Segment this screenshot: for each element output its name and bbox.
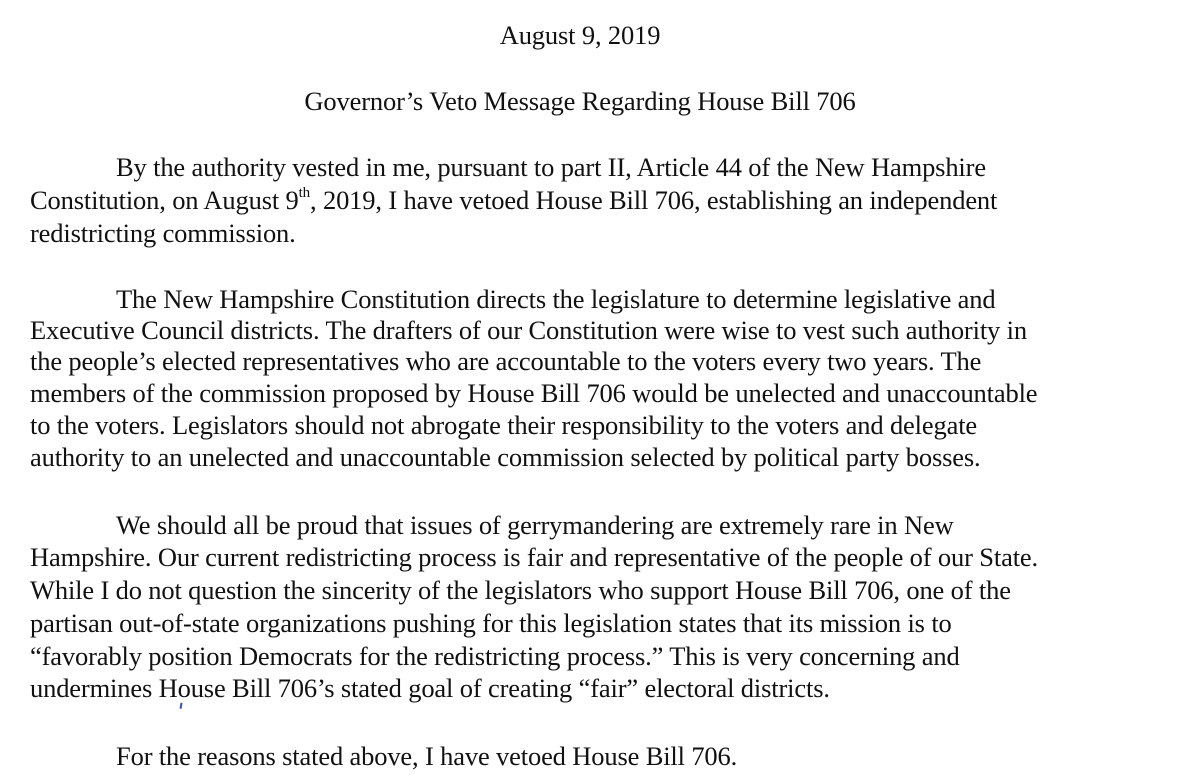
paragraph-3-line-3: While I do not question the sincerity of the legislators who support House Bill 706, one of the bbox=[30, 575, 1011, 605]
paragraph-3-line-6: undermines House Bill 706’s stated goal of creating “fair” electoral districts. bbox=[30, 673, 830, 703]
paragraph-2-line-6: authority to an unelected and unaccountable commission selected by political party bosses. bbox=[30, 442, 981, 472]
paragraph-3-line-1: We should all be proud that issues of gerrymandering are extremely rare in New bbox=[116, 510, 954, 540]
paragraph-2-line-5: to the voters. Legislators should not abrogate their responsibility to the voters and delegate bbox=[30, 410, 978, 440]
document-date: August 9, 2019 bbox=[499, 20, 661, 50]
paragraph-1-line-3: redistricting commission. bbox=[30, 218, 296, 248]
paragraph-2-line-4: members of the commission proposed by House Bill 706 would be unelected and unaccountable bbox=[30, 378, 1038, 408]
paragraph-3-line-2: Hampshire. Our current redistricting process is fair and representative of the people of our State. bbox=[30, 542, 1038, 572]
paragraph-3-line-4: partisan out-of-state organizations pushing for this legislation states that its mission is to bbox=[30, 608, 952, 638]
paragraph-1-line-2-end: , 2019, I have vetoed House Bill 706, establishing an independent bbox=[310, 185, 998, 215]
ink-mark bbox=[180, 703, 186, 710]
document-title: Governor’s Veto Message Regarding House Bill 706 bbox=[304, 86, 856, 116]
ordinal-suffix: th bbox=[298, 185, 311, 202]
paragraph-1-line-1: By the authority vested in me, pursuant to part II, Article 44 of the New Hampshire bbox=[116, 152, 986, 182]
paragraph-2-line-3: the people’s elected representatives who are accountable to the voters every two years. The bbox=[30, 346, 982, 376]
paragraph-4-line-1: For the reasons stated above, I have vetoed House Bill 706. bbox=[116, 741, 738, 771]
paragraph-2-line-1: The New Hampshire Constitution directs the legislature to determine legislative and bbox=[116, 284, 996, 314]
paragraph-1-line-2 bbox=[30, 185, 997, 215]
paragraph-3-line-5: “favorably position Democrats for the redistricting process.” This is very concerning and bbox=[30, 641, 960, 671]
paragraph-1-line-2-start: Constitution, on August 9 bbox=[30, 185, 299, 215]
paragraph-2-line-2: Executive Council districts. The drafters of our Constitution were wise to vest such authority in bbox=[30, 315, 1027, 345]
